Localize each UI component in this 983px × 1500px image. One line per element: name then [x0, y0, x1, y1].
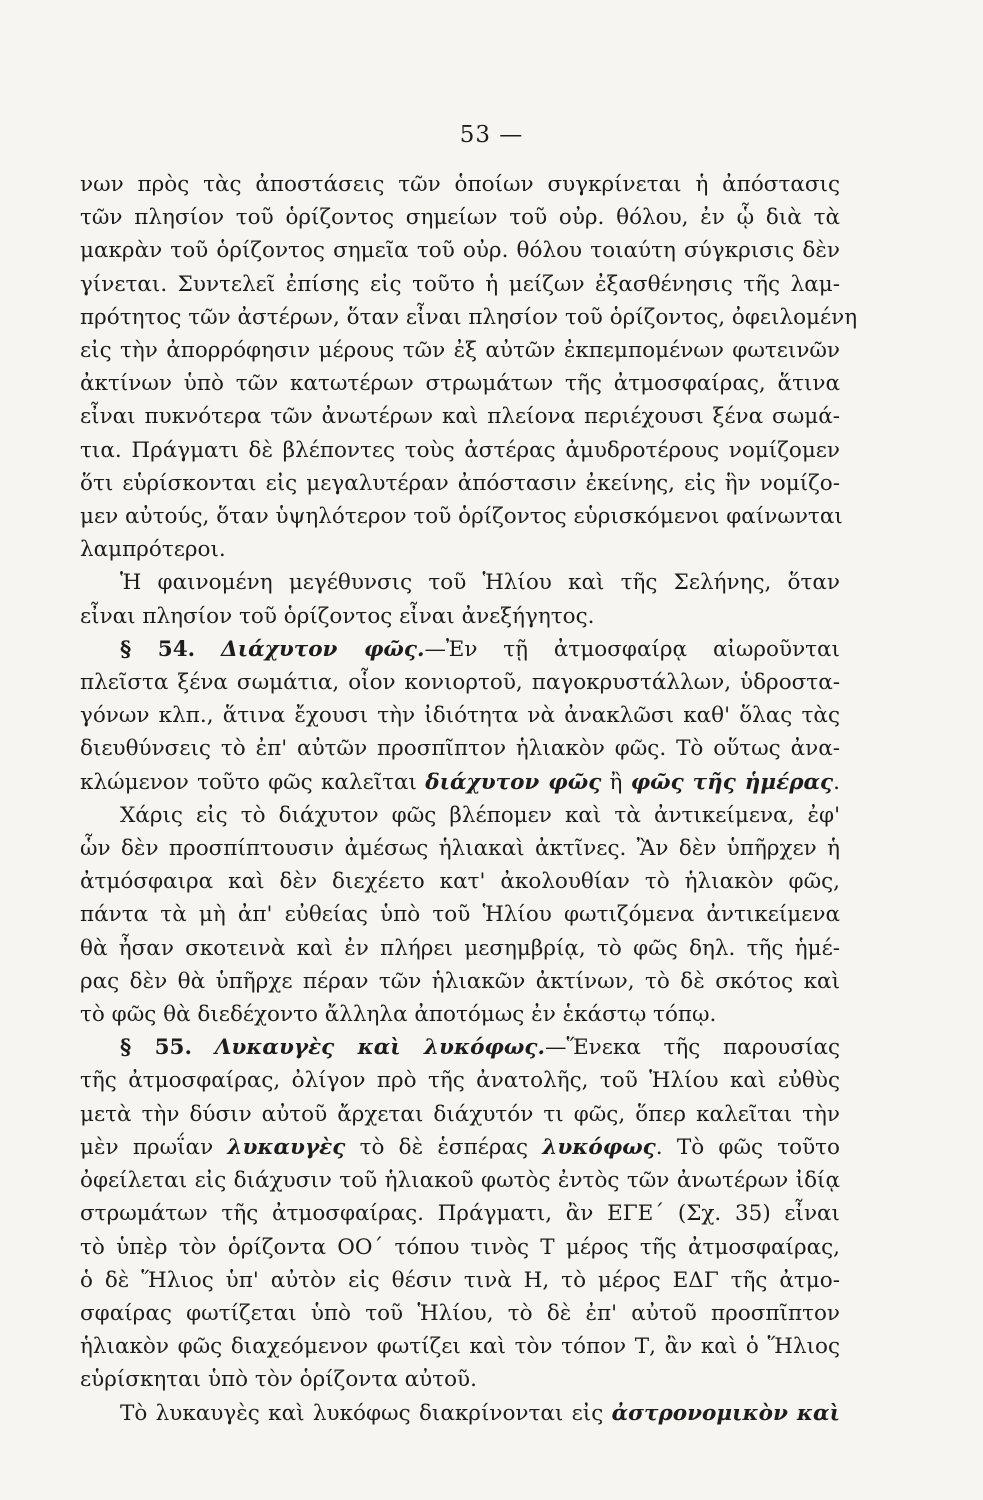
text-line — [80, 1131, 840, 1164]
text-line: τὸ φῶς θὰ διεδέχοντο ἄλληλα ἀποτόμως ἐν ἑκάστῳ τόπῳ. — [80, 1002, 717, 1028]
body-text — [80, 168, 858, 1430]
text-segment: τὸ δὲ ἑσπέρας — [345, 1134, 543, 1160]
text-line: νων πρὸς τὰς ἀποστάσεις τῶν ὁποίων συγκρίνεται ἡ ἀπόστασις — [80, 172, 840, 197]
text-line: σφαίρας φωτίζεται ὑπὸ τοῦ Ἡλίου, τὸ δὲ ἐπ' αὐτοῦ προσπῖπτον — [80, 1300, 840, 1326]
text-line: εἶναι πλησίον τοῦ ὁρίζοντος εἶναι ἀνεξήγητος. — [80, 603, 595, 629]
text-line: ρας δὲν θὰ ὑπῆρχε πέραν τῶν ἡλιακῶν ἀκτίνων, τὸ δὲ σκότος καὶ — [80, 968, 840, 994]
section-number: § 55. — [120, 1035, 192, 1061]
text-line: γόνων κλπ., ἅτινα ἔχουσι τὴν ἰδιότητα νὰ ἀνακλῶσι καθ' ὅλας τὰς — [80, 703, 840, 729]
text-line: ὁ δὲ Ἥλιος ὑπ' αὐτὸν εἰς θέσιν τινὰ Η, τὸ μέρος ΕΔΓ τῆς ἀτμο- — [80, 1267, 840, 1293]
text-line: θὰ ἦσαν σκοτεινὰ καὶ ἐν πλήρει μεσημβρίᾳ, τὸ φῶς δηλ. τῆς ἡμέ- — [80, 935, 840, 961]
text-line: μακρὰν τοῦ ὁρίζοντος σημεῖα τοῦ οὐρ. θόλου τοιαύτη σύγκρισις δὲν — [80, 238, 840, 264]
section-heading-54 — [80, 633, 840, 666]
text-segment: . Τὸ φῶς τοῦτο — [655, 1134, 841, 1160]
text-segment: μὲν πρωΐαν — [80, 1134, 228, 1160]
emphasis-term: λυκαυγὲς — [227, 1134, 346, 1160]
text-line: ἡλιακὸν φῶς διαχεόμενον φωτίζει καὶ τὸν τόπον Τ, ἂν καὶ ὁ Ἥλιος — [80, 1334, 840, 1360]
section-heading-55 — [80, 1031, 840, 1064]
text-line: πρότητος τῶν ἀστέρων, ὅταν εἶναι πλησίον τοῦ ὁρίζοντος, ὀφειλομένη — [80, 304, 858, 330]
text-line: μεν αὐτούς, ὅταν ὑψηλότερον τοῦ ὁρίζοντος εὑρισκόμενοι φαίνωνται — [80, 504, 843, 530]
section-number: § 54. — [120, 636, 196, 662]
text-line — [80, 766, 840, 799]
text-line: τῶν πλησίον τοῦ ὁρίζοντος σημείων τοῦ οὐρ. θόλου, ἐν ᾧ διὰ τὰ — [80, 205, 840, 231]
text-line: εἰς τὴν ἀπορρόφησιν μέρους τῶν ἐξ αὐτῶν ἐκπεμπομένων φωτεινῶν — [80, 338, 840, 364]
text-line: λαμπρότεροι. — [80, 537, 226, 563]
text-line: ὅτι εὑρίσκονται εἰς μεγαλυτέραν ἀπόστασιν ἐκείνης, εἰς ἣν νομίζο- — [80, 470, 840, 496]
emphasis-term: λυκόφως — [542, 1134, 656, 1160]
text-segment: κλώμενον τοῦτο φῶς καλεῖται — [80, 769, 426, 795]
section-text: —Ἐν τῇ ἀτμοσφαίρᾳ αἰωροῦνται — [424, 636, 840, 662]
text-line: πάντα τὰ μὴ ἀπ' εὐθείας ὑπὸ τοῦ Ἡλίου φωτιζόμενα ἀντικείμενα — [80, 902, 840, 928]
text-line: γίνεται. Συντελεῖ ἐπίσης εἰς τοῦτο ἡ μείζων ἐξασθένησις τῆς λαμ- — [80, 271, 840, 297]
text-line: στρωμάτων τῆς ἀτμοσφαίρας. Πράγματι, ἂν ΕΓΕ΄ (Σχ. 35) εἶναι — [80, 1201, 840, 1227]
text-line: Χάρις εἰς τὸ διάχυτον φῶς βλέπομεν καὶ τὰ ἀντικείμενα, ἐφ' — [120, 802, 840, 828]
page-number: 53 — — [459, 122, 524, 148]
text-line: εἶναι πυκνότερα τῶν ἀνωτέρων καὶ πλείονα περιέχουσι ξένα σωμά- — [80, 404, 840, 430]
text-line — [80, 1397, 840, 1430]
emphasis-term: διάχυτον φῶς — [425, 769, 602, 795]
text-line: ἀκτίνων ὑπὸ τῶν κατωτέρων στρωμάτων τῆς ἀτμοσφαίρας, ἅτινα — [80, 371, 840, 397]
text-line: διευθύνσεις τὸ ἐπ' αὐτῶν προσπῖπτον ἡλιακὸν φῶς. Τὸ οὕτως ἀνα- — [80, 736, 840, 762]
text-line: Ἡ φαινομένη μεγέθυνσις τοῦ Ἡλίου καὶ τῆς Σελήνης, ὅταν — [120, 570, 840, 596]
text-line: ὀφείλεται εἰς διάχυσιν τοῦ ἡλιακοῦ φωτὸς ἐντὸς τῶν ἀνωτέρων ἰδίᾳ — [80, 1168, 840, 1194]
emphasis-term: ἀστρονομικὸν καὶ — [611, 1400, 840, 1426]
section-title: Λυκαυγὲς καὶ λυκόφως. — [214, 1035, 545, 1061]
text-segment: Τὸ λυκαυγὲς καὶ λυκόφως διακρίνονται εἰς — [120, 1400, 612, 1426]
text-line: τια. Πράγματι δὲ βλέποντες τοὺς ἀστέρας ἀμυδροτέρους νομίζομεν — [80, 437, 840, 463]
text-line: μετὰ τὴν δύσιν αὐτοῦ ἄρχεται διάχυτόν τι φῶς, ὅπερ καλεῖται τὴν — [80, 1101, 840, 1127]
text-line: ὧν δὲν προσπίπτουσιν ἀμέσως ἡλιακαὶ ἀκτῖνες. Ἂν δὲν ὑπῆρχεν ἡ — [80, 836, 840, 862]
text-line: ἀτμόσφαιρα καὶ δὲν διεχέετο κατ' ἀκολουθίαν τὸ ἡλιακὸν φῶς, — [80, 869, 840, 895]
text-line: τὸ ὑπὲρ τὸν ὁρίζοντα ΟΟ΄ τόπου τινὸς Τ μέρος τῆς ἀτμοσφαίρας, — [80, 1234, 840, 1260]
text-line: τῆς ἀτμοσφαίρας, ὀλίγον πρὸ τῆς ἀνατολῆς, τοῦ Ἡλίου καὶ εὐθὺς — [80, 1068, 840, 1094]
text-segment: ἢ — [601, 769, 631, 795]
section-text: —Ἕνεκα τῆς παρουσίας — [544, 1035, 841, 1061]
text-line: πλεῖστα ξένα σωμάτια, οἷον κονιορτοῦ, παγοκρυστάλλων, ὑδροστα- — [80, 670, 840, 696]
text-line: εὑρίσκηται ὑπὸ τὸν ὁρίζοντα αὐτοῦ. — [80, 1367, 477, 1393]
text-segment: . — [833, 769, 840, 795]
section-title: Διάχυτον φῶς. — [221, 636, 425, 662]
emphasis-term: φῶς τῆς ἡμέρας — [630, 769, 834, 795]
